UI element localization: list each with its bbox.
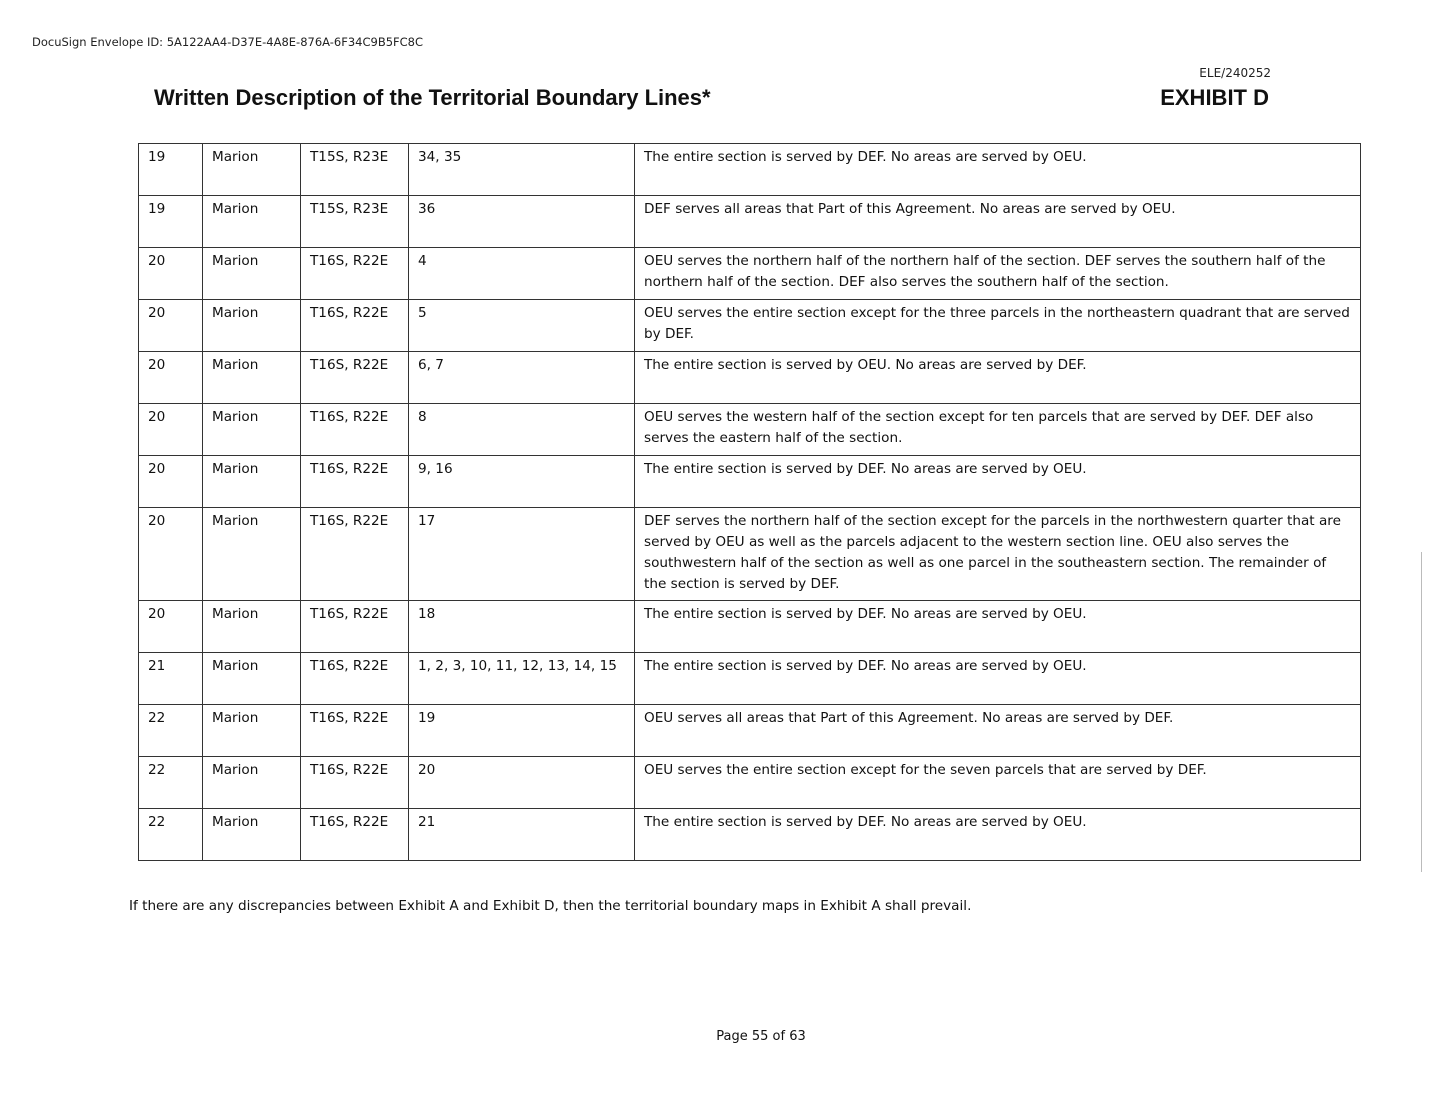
county-cell: Marion	[203, 809, 301, 861]
map-number-cell: 20	[139, 404, 203, 456]
service-description-cell: The entire section is served by DEF. No areas are served by OEU.	[635, 601, 1361, 653]
county-cell: Marion	[203, 300, 301, 352]
table-row	[139, 352, 1361, 404]
sections-cell: 8	[409, 404, 635, 456]
table-row	[139, 601, 1361, 653]
service-description-cell: OEU serves all areas that Part of this Agreement. No areas are served by DEF.	[635, 705, 1361, 757]
footnote: If there are any discrepancies between Exhibit A and Exhibit D, then the territorial boundary maps in Exhibit A shall prevail.	[129, 898, 972, 914]
map-number-cell: 20	[139, 601, 203, 653]
township-range-cell: T16S, R22E	[301, 456, 409, 508]
township-range-cell: T16S, R22E	[301, 809, 409, 861]
county-cell: Marion	[203, 653, 301, 705]
county-cell: Marion	[203, 601, 301, 653]
map-number-cell: 22	[139, 757, 203, 809]
county-cell: Marion	[203, 456, 301, 508]
table-row	[139, 456, 1361, 508]
county-cell: Marion	[203, 248, 301, 300]
boundary-table-body	[139, 144, 1361, 861]
service-description-cell: DEF serves all areas that Part of this Agreement. No areas are served by OEU.	[635, 196, 1361, 248]
table-row	[139, 809, 1361, 861]
map-number-cell: 19	[139, 196, 203, 248]
sections-cell: 20	[409, 757, 635, 809]
table-row	[139, 196, 1361, 248]
table-row	[139, 248, 1361, 300]
county-cell: Marion	[203, 144, 301, 196]
township-range-cell: T15S, R23E	[301, 144, 409, 196]
table-row	[139, 404, 1361, 456]
sections-cell: 36	[409, 196, 635, 248]
service-description-cell: The entire section is served by DEF. No areas are served by OEU.	[635, 144, 1361, 196]
sections-cell: 4	[409, 248, 635, 300]
scan-edge-line	[1421, 552, 1422, 872]
map-number-cell: 20	[139, 300, 203, 352]
county-cell: Marion	[203, 196, 301, 248]
sections-cell: 17	[409, 508, 635, 601]
township-range-cell: T16S, R22E	[301, 705, 409, 757]
service-description-cell: OEU serves the entire section except for the three parcels in the northeastern quadrant that are served by DEF.	[635, 300, 1361, 352]
map-number-cell: 22	[139, 809, 203, 861]
county-cell: Marion	[203, 705, 301, 757]
township-range-cell: T16S, R22E	[301, 508, 409, 601]
service-description-cell: OEU serves the western half of the section except for ten parcels that are served by DEF. DEF also serves the eastern half of the section.	[635, 404, 1361, 456]
service-description-cell: The entire section is served by OEU. No areas are served by DEF.	[635, 352, 1361, 404]
township-range-cell: T16S, R22E	[301, 352, 409, 404]
table-row	[139, 705, 1361, 757]
service-description-cell: The entire section is served by DEF. No areas are served by OEU.	[635, 456, 1361, 508]
envelope-id: DocuSign Envelope ID: 5A122AA4-D37E-4A8E-876A-6F34C9B5FC8C	[32, 35, 424, 49]
township-range-cell: T16S, R22E	[301, 653, 409, 705]
township-range-cell: T16S, R22E	[301, 300, 409, 352]
map-number-cell: 19	[139, 144, 203, 196]
county-cell: Marion	[203, 508, 301, 601]
table-row	[139, 300, 1361, 352]
township-range-cell: T16S, R22E	[301, 601, 409, 653]
exhibit-label: EXHIBIT D	[1160, 85, 1269, 110]
map-number-cell: 20	[139, 248, 203, 300]
sections-cell: 1, 2, 3, 10, 11, 12, 13, 14, 15	[409, 653, 635, 705]
table-row	[139, 757, 1361, 809]
township-range-cell: T16S, R22E	[301, 248, 409, 300]
document-reference: ELE/240252	[1199, 66, 1271, 80]
township-range-cell: T16S, R22E	[301, 757, 409, 809]
sections-cell: 21	[409, 809, 635, 861]
township-range-cell: T15S, R23E	[301, 196, 409, 248]
service-description-cell: OEU serves the northern half of the northern half of the section. DEF serves the southern half of the northern half of the section. DEF also serves the southern half of the section.	[635, 248, 1361, 300]
township-range-cell: T16S, R22E	[301, 404, 409, 456]
sections-cell: 5	[409, 300, 635, 352]
map-number-cell: 22	[139, 705, 203, 757]
table-row	[139, 144, 1361, 196]
boundary-table	[138, 143, 1361, 861]
page-title: Written Description of the Territorial Boundary Lines*	[154, 85, 711, 110]
service-description-cell: The entire section is served by DEF. No areas are served by OEU.	[635, 809, 1361, 861]
service-description-cell: DEF serves the northern half of the section except for the parcels in the northwestern quarter that are served by OEU as well as the parcels adjacent to the western section line. OEU also serves the southwestern half of the section as well as one parcel in the southeastern section. The remainder of the section is served by DEF.	[635, 508, 1361, 601]
page-number: Page 55 of 63	[716, 1029, 806, 1044]
sections-cell: 6, 7	[409, 352, 635, 404]
sections-cell: 9, 16	[409, 456, 635, 508]
table-row	[139, 508, 1361, 601]
map-number-cell: 20	[139, 456, 203, 508]
map-number-cell: 21	[139, 653, 203, 705]
county-cell: Marion	[203, 352, 301, 404]
service-description-cell: OEU serves the entire section except for the seven parcels that are served by DEF.	[635, 757, 1361, 809]
table-row	[139, 653, 1361, 705]
county-cell: Marion	[203, 757, 301, 809]
sections-cell: 34, 35	[409, 144, 635, 196]
service-description-cell: The entire section is served by DEF. No areas are served by OEU.	[635, 653, 1361, 705]
map-number-cell: 20	[139, 352, 203, 404]
county-cell: Marion	[203, 404, 301, 456]
map-number-cell: 20	[139, 508, 203, 601]
sections-cell: 19	[409, 705, 635, 757]
sections-cell: 18	[409, 601, 635, 653]
